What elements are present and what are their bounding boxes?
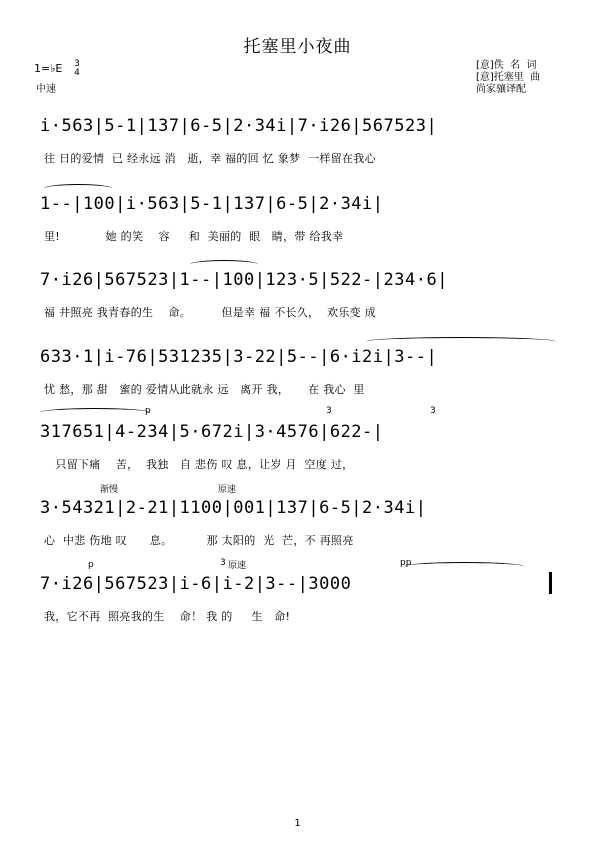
time-signature [73,60,81,78]
page-title: 托塞里小夜曲 [243,37,352,57]
credits [476,60,540,96]
p-marking: p [145,406,151,416]
original-tempo-marking: 原速 [218,485,237,495]
key-signature: 1=♭E [34,62,63,75]
translator-credit: 尚家骧译配 [476,84,526,95]
composer-credit: [意]托塞里 曲 [476,72,541,83]
notes-row-7: 7·i26|567523|i-6|i-2|3--|3000 [40,574,352,594]
final-barline [549,572,552,594]
tie [404,562,524,571]
lyrics-row-3: 福 井照亮 我青春的生 命。 但是幸 福 不长久， 欢乐变 成 [44,306,377,319]
lyrics-row-7: 我，它不再 照亮我的生 命！ 我 的 生 命! [44,610,291,623]
original-tempo-marking-2: 原速 [228,561,247,571]
p-marking-2: p [88,560,94,570]
tie [366,337,556,346]
time-signature-bottom: 4 [74,68,80,78]
notes-row-5: 317651|4-234|5·672i|3·4576|622-| [40,422,384,442]
triplet-marking-2: 3 [430,406,436,416]
triplet-marking: 3 [326,406,332,416]
notes-row-4: 633·1|i-76|531235|3-22|5--|6·i2i|3--| [40,347,438,367]
triplet-marking-3: 3 [220,558,226,568]
page-number: 1 [294,818,301,829]
notes-row-6: 3·54321|2-21|1100|001|137|6-5|2·34i| [40,498,427,518]
lyrics-row-1: 往 日的爱情 已 经永远 消 逝，幸 福的回 忆 象梦 一样留在我心 [44,152,376,165]
tie [40,408,150,417]
lyrics-row-2: 里! 她 的笑 容 和 美丽的 眼 睛，带 给我幸 [44,230,344,243]
slower-marking: 渐慢 [100,485,119,495]
lyrics-row-5: 只留下痛 苦， 我独 自 悲伤 叹 息，让岁 月 空度 过， [44,458,354,471]
lyrics-row-6: 心 中悲 伤地 叹 息。 那 太阳的 光 芒，不 再照亮 [44,534,354,547]
lyricist-credit: [意]佚 名 词 [476,60,537,71]
tempo-marking: 中速 [36,84,56,95]
tie [44,184,112,193]
time-signature-top: 3 [74,59,80,69]
lyrics-row-4: 忧 愁，那 甜 蜜的 爱情从此就永 远 离开 我， 在 我心 里 [44,383,365,396]
notes-row-1: i·563|5-1|137|6-5|2·34i|7·i26|567523| [40,116,438,136]
notes-row-2: 1--|100|i·563|5-1|137|6-5|2·34i| [40,194,384,214]
pp-marking: pp [400,558,412,568]
notes-row-3: 7·i26|567523|1--|100|123·5|522-|234·6| [40,270,448,290]
tie [190,260,258,269]
